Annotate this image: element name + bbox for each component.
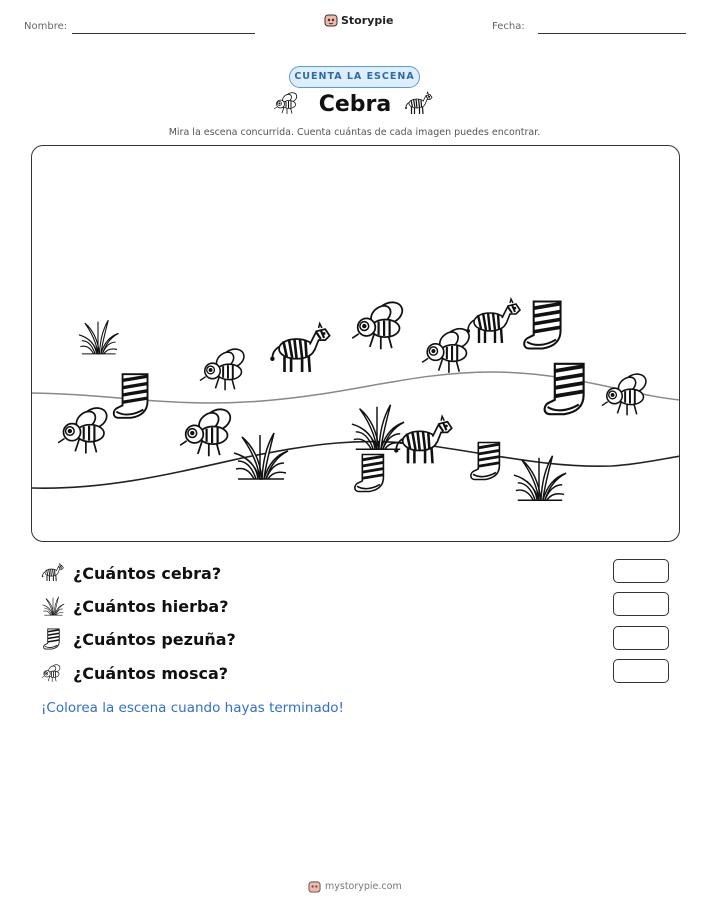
- instructions: Mira la escena concurrida. Cuenta cuántas de cada imagen puedes encontrar.: [168, 127, 541, 138]
- scene-zebra: [270, 324, 329, 372]
- answer-box-hoof[interactable]: [613, 626, 669, 650]
- question-fly: [41, 660, 228, 686]
- scene-fly: [352, 298, 406, 349]
- answer-box-zebra[interactable]: [613, 559, 669, 583]
- scene-fly: [200, 346, 247, 391]
- grass-icon: [41, 594, 65, 618]
- scene-frame: [31, 145, 680, 542]
- footer-url[interactable]: mystorypie.com: [325, 881, 402, 892]
- scene-hoof: [524, 301, 560, 348]
- activity-badge: CUENTA LA ESCENA: [289, 66, 420, 88]
- scene-hoof: [471, 443, 500, 480]
- name-label: Nombre:: [24, 21, 68, 32]
- question-zebra: [41, 560, 221, 586]
- brand: [324, 13, 393, 27]
- question-text: ¿Cuántos cebra?: [73, 563, 222, 583]
- scene-grass: [79, 320, 119, 354]
- scene-fly: [58, 404, 110, 453]
- scene-hoof: [114, 374, 148, 418]
- footer: [308, 880, 402, 893]
- question-text: ¿Cuántos hierba?: [73, 596, 229, 616]
- scene-hoof: [545, 364, 584, 414]
- zebra-icon: [41, 561, 65, 585]
- coloring-note: ¡Colorea la escena cuando hayas terminado!: [41, 700, 344, 716]
- question-text: ¿Cuántos pezuña?: [73, 629, 236, 649]
- hoof-icon: [41, 627, 65, 651]
- scene-grass: [234, 433, 288, 479]
- scene-fly: [180, 405, 234, 456]
- scene-zebra: [466, 299, 520, 343]
- storypie-logo-icon: [324, 13, 338, 27]
- scene-fly: [602, 371, 649, 416]
- storypie-logo-icon: [308, 880, 321, 893]
- brand-name: Storypie: [341, 13, 394, 27]
- date-label: Fecha:: [492, 21, 525, 32]
- scene-illustration: [32, 146, 680, 542]
- zebra-icon: [404, 91, 434, 117]
- answer-box-grass[interactable]: [613, 592, 669, 616]
- name-line[interactable]: [72, 33, 255, 34]
- fly-icon: [273, 90, 303, 116]
- scene-fly: [422, 325, 472, 373]
- scene-grass: [352, 405, 404, 449]
- date-line[interactable]: [538, 33, 686, 34]
- page-title: Cebra: [318, 92, 392, 117]
- fly-icon: [41, 661, 65, 685]
- question-text: ¿Cuántos mosca?: [73, 663, 229, 683]
- answer-box-fly[interactable]: [613, 659, 669, 683]
- scene-hoof: [355, 455, 384, 492]
- question-grass: [41, 593, 228, 619]
- question-hoof: [41, 626, 236, 652]
